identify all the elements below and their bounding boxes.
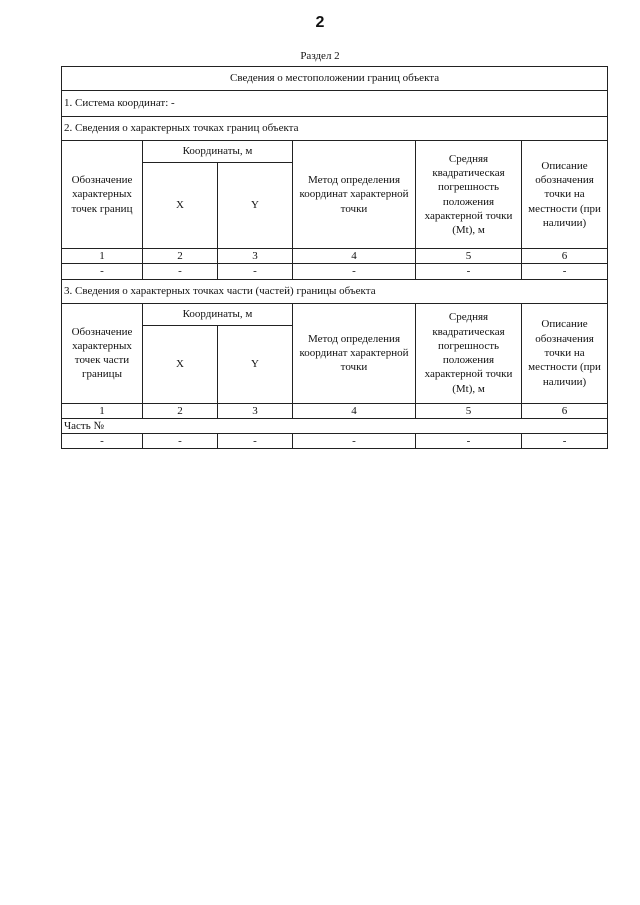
s2-colnum-3: 3 [218, 249, 293, 264]
s3-col-coords: Координаты, м [143, 303, 293, 325]
s3-cell-y: - [218, 434, 293, 449]
s2-colnum-2: 2 [143, 249, 218, 264]
table-title: Сведения о местоположении границ объекта [62, 67, 608, 91]
s2-cell-accuracy: - [416, 264, 522, 279]
s3-colnum-6: 6 [522, 403, 608, 418]
coord-system-row: 1. Система координат: - [62, 91, 608, 117]
s3-cell-designation: - [62, 434, 143, 449]
s2-data-row [62, 264, 608, 279]
s3-col-y: Y [218, 325, 293, 403]
s2-col-description: Описание обозначения точки на местности (при наличии) [522, 141, 608, 249]
s2-col-x: X [143, 163, 218, 249]
s2-cell-designation: - [62, 264, 143, 279]
s2-column-numbers [62, 249, 608, 264]
page-number: 2 [315, 14, 325, 31]
s3-col-designation: Обозначение характерных точек части границы [62, 303, 143, 403]
s2-col-method: Метод определения координат характерной точки [293, 141, 416, 249]
s2-col-coords: Координаты, м [143, 141, 293, 163]
section2-heading: 2. Сведения о характерных точках границ объекта [62, 117, 608, 141]
s3-colnum-4: 4 [293, 403, 416, 418]
s3-colnum-1: 1 [62, 403, 143, 418]
s3-col-x: X [143, 325, 218, 403]
s3-colnum-3: 3 [218, 403, 293, 418]
s2-col-y: Y [218, 163, 293, 249]
s2-colnum-6: 6 [522, 249, 608, 264]
s3-cell-x: - [143, 434, 218, 449]
s2-cell-x: - [143, 264, 218, 279]
s2-colnum-4: 4 [293, 249, 416, 264]
section3-heading: 3. Сведения о характерных точках части (частей) границы объекта [62, 279, 608, 303]
s2-colnum-5: 5 [416, 249, 522, 264]
boundary-table [61, 66, 608, 449]
s3-col-description: Описание обозначения точки на местности (при наличии) [522, 303, 608, 403]
s3-cell-description: - [522, 434, 608, 449]
s3-col-method: Метод определения координат характерной точки [293, 303, 416, 403]
s3-colnum-5: 5 [416, 403, 522, 418]
section-label: Раздел 2 [300, 50, 340, 62]
s2-colnum-1: 1 [62, 249, 143, 264]
s2-col-designation: Обозначение характерных точек границ [62, 141, 143, 249]
s3-col-accuracy: Средняя квадратическая погрешность положения характерной точки (Mt), м [416, 303, 522, 403]
s3-cell-method: - [293, 434, 416, 449]
s2-cell-method: - [293, 264, 416, 279]
s2-cell-y: - [218, 264, 293, 279]
s3-data-row [62, 434, 608, 449]
s2-cell-description: - [522, 264, 608, 279]
s3-colnum-2: 2 [143, 403, 218, 418]
s3-cell-accuracy: - [416, 434, 522, 449]
s2-col-accuracy: Средняя квадратическая погрешность положения характерной точки (Mt), м [416, 141, 522, 249]
s3-column-numbers [62, 403, 608, 418]
part-label-row: Часть № [62, 418, 608, 433]
